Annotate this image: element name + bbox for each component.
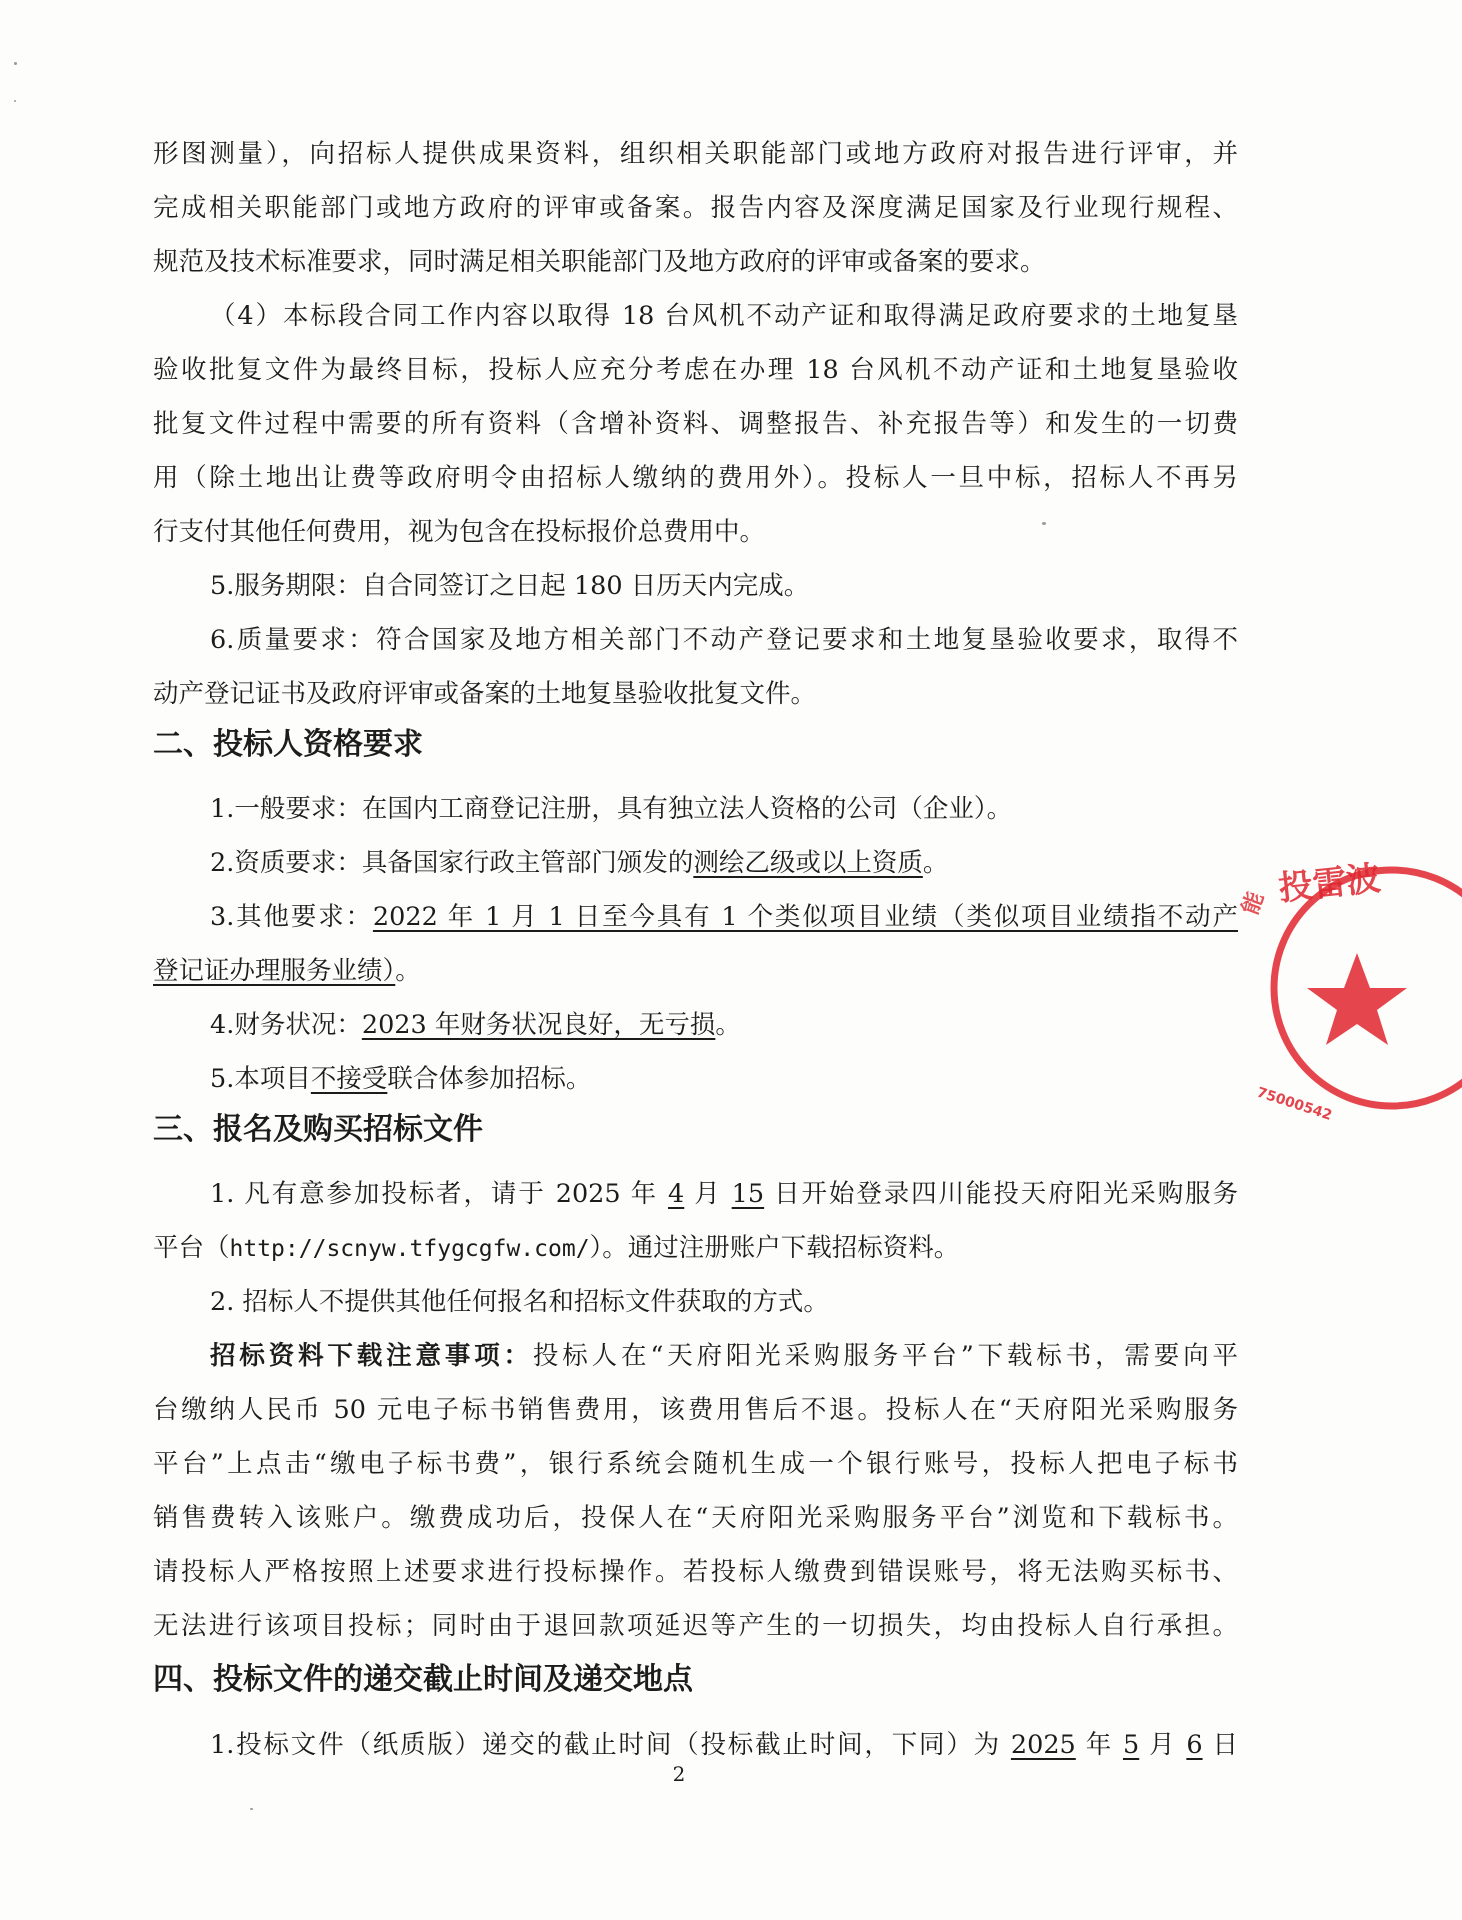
section-heading-submission: 四、投标文件的递交截止时间及递交地点: [153, 1662, 693, 1697]
other-requirement-label: 3.其他要求：: [210, 902, 373, 932]
paragraph-line: 形图测量），向招标人提供成果资料，组织相关职能部门或地方政府对报告进行评审，并: [153, 139, 1238, 169]
seal-text: 投雷波: [1276, 858, 1383, 909]
paragraph-line: 批复文件过程中需要的所有资料（含增补资料、调整报告、补充报告等）和发生的一切费: [153, 409, 1238, 439]
seal-text-fragment: 能: [1238, 888, 1270, 919]
paragraph-line: （4）本标段合同工作内容以取得 18 台风机不动产证和取得满足政府要求的土地复垦: [210, 301, 1238, 331]
seal-star-icon: [1307, 953, 1407, 1045]
download-notice-line: 平台”上点击“缴电子标书费”，银行系统会随机生成一个银行账号，投标人把电子标书: [153, 1449, 1238, 1479]
download-notice-text: 投标人在“天府阳光采购服务平台”下载标书，需要向平: [532, 1341, 1238, 1371]
submission-text: 日: [1202, 1730, 1238, 1760]
other-requirement-value: 登记证办理服务业绩）: [153, 956, 396, 986]
submission-text: 月: [1139, 1730, 1187, 1760]
punctuation: 。: [715, 1010, 741, 1040]
registration-text: 月: [684, 1179, 732, 1209]
registration-day: 15: [731, 1179, 765, 1209]
financial-status-label: 4.财务状况：: [210, 1010, 362, 1040]
paragraph-line: 行支付其他任何费用，视为包含在投标报价总费用中。: [153, 517, 766, 547]
quality-requirement-line: 6.质量要求：符合国家及地方相关部门不动产登记要求和土地复垦验收要求，取得不: [210, 625, 1238, 655]
registration-text: 平台（: [153, 1233, 230, 1263]
qualification-value: 测绘乙级或以上资质: [693, 848, 923, 878]
download-notice-title: 招标资料下载注意事项：: [210, 1341, 533, 1371]
platform-url-link[interactable]: http://scnyw.tfygcgfw.com/: [229, 1236, 590, 1262]
registration-text: 日开始登录四川能投天府阳光采购服务: [764, 1179, 1238, 1209]
submission-month: 5: [1122, 1730, 1140, 1760]
section-heading-registration: 三、报名及购买招标文件: [153, 1112, 483, 1147]
registration-item-2: 2. 招标人不提供其他任何报名和招标文件获取的方式。: [210, 1287, 829, 1317]
punctuation: 。: [395, 956, 421, 986]
paragraph-line: 用（除土地出让费等政府明令由招标人缴纳的费用外）。投标人一旦中标，招标人不再另: [153, 463, 1238, 493]
scan-speck: [14, 100, 16, 102]
other-requirement-value: 2022 年 1 月 1 日至今具有 1 个类似项目业绩（类似项目业绩指不动产: [372, 902, 1238, 932]
punctuation: 。: [922, 848, 949, 878]
other-requirement-line: [210, 898, 1238, 936]
financial-status-value: 2023 年财务状况良好，无亏损: [361, 1010, 716, 1040]
registration-text: 1. 凡有意参加投标者，请于 2025 年: [210, 1179, 669, 1209]
paragraph-line: 完成相关职能部门或地方政府的评审或备案。报告内容及深度满足国家及行业现行规程、: [153, 193, 1238, 223]
scan-speck: [250, 1808, 253, 1810]
paragraph-line: 规范及技术标准要求，同时满足相关职能部门及地方政府的评审或备案的要求。: [153, 247, 1046, 277]
registration-item-1: [210, 1175, 1238, 1213]
download-notice-line: 无法进行该项目投标；同时由于退回款项延迟等产生的一切损失，均由投标人自行承担。: [153, 1611, 1238, 1641]
section-heading-qualification: 二、投标人资格要求: [153, 727, 423, 762]
scan-speck: [14, 62, 17, 65]
service-period: 5.服务期限：自合同签订之日起 180 日历天内完成。: [210, 571, 810, 601]
scan-speck: [1042, 522, 1046, 525]
quality-requirement-line: 动产登记证书及政府评审或备案的土地复垦验收批复文件。: [153, 679, 817, 709]
registration-item-1-cont: [153, 1229, 1238, 1268]
general-requirement: 1.一般要求：在国内工商登记注册，具有独立法人资格的公司（企业）。: [210, 794, 1013, 824]
download-notice-line: 销售费转入该账户。缴费成功后，投保人在“天府阳光采购服务平台”浏览和下载标书。: [153, 1503, 1238, 1533]
consortium-rule: [210, 1060, 1238, 1098]
qualification-label: 2.资质要求：具备国家行政主管部门颁发的: [210, 848, 694, 878]
download-notice-line: 请投标人严格按照上述要求进行投标操作。若投标人缴费到错误账号，将无法购买标书、: [153, 1557, 1238, 1587]
page-number: 2: [672, 1762, 686, 1786]
other-requirement-line: [153, 952, 1238, 990]
consortium-value: 不接受: [310, 1064, 388, 1094]
registration-text: ）。通过注册账户下载招标资料。: [589, 1233, 960, 1263]
consortium-prefix: 5.本项目: [210, 1064, 311, 1094]
financial-status: [210, 1006, 1238, 1044]
submission-text: 1.投标文件（纸质版）递交的截止时间（投标截止时间，下同）为: [210, 1730, 1011, 1760]
registration-month: 4: [668, 1179, 685, 1209]
paragraph-line: 验收批复文件为最终目标，投标人应充分考虑在办理 18 台风机不动产证和土地复垦验收: [153, 355, 1238, 385]
seal-code: 75000542: [1254, 1084, 1334, 1124]
qualification-requirement: [210, 844, 1238, 882]
consortium-suffix: 联合体参加招标。: [387, 1064, 592, 1094]
submission-text: 年: [1075, 1730, 1123, 1760]
company-seal-stamp: [1238, 848, 1462, 1138]
submission-deadline: [210, 1726, 1238, 1764]
download-notice-line: [210, 1337, 1238, 1375]
submission-day: 6: [1186, 1730, 1203, 1760]
download-notice-line: 台缴纳人民币 50 元电子标书销售费用，该费用售后不退。投标人在“天府阳光采购服务: [153, 1395, 1238, 1425]
submission-year: 2025: [1010, 1730, 1076, 1760]
